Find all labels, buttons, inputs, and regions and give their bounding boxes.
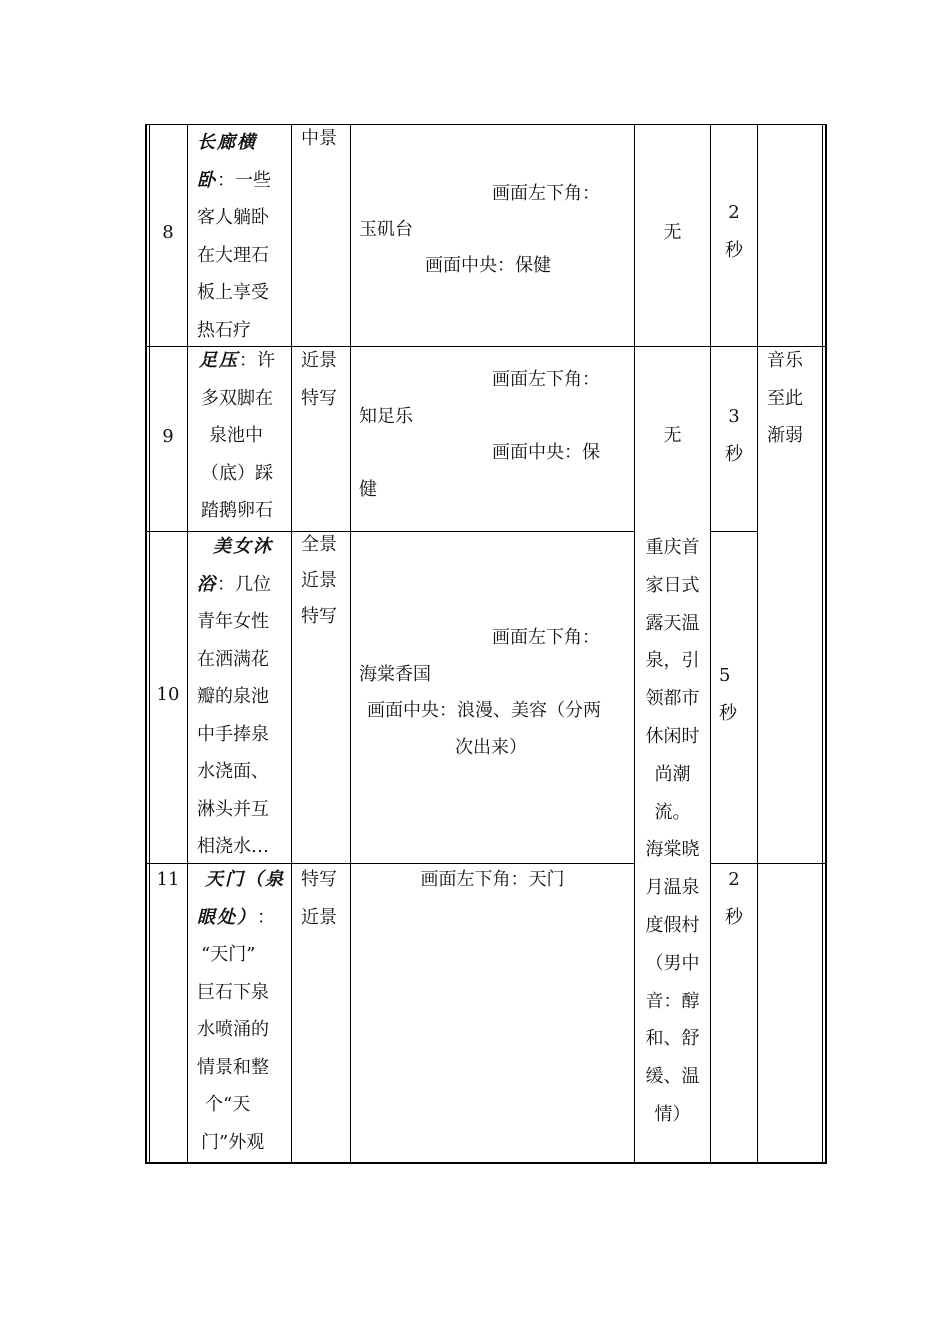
voiceover-cell [635,529,710,1134]
caption-line: 画面中央：浪漫、美容（分两 [367,700,601,721]
row-divider [145,1162,827,1164]
content-text: ：几位 [217,573,271,595]
content-line: 个“天 [205,1094,251,1115]
music-line: 音乐 [767,350,803,371]
voiceover-line: （男中 [645,952,700,974]
voiceover-line: 度假村 [645,914,700,936]
voiceover-line: 重庆首 [645,537,700,558]
caption-line: 玉矶台 [359,219,413,240]
voiceover-line: 海棠晓 [645,839,700,861]
content-line: 板上享受 [197,282,269,303]
border-right-inner [822,124,823,1164]
col-divider [350,124,351,1164]
content-title: 浴 [197,573,217,595]
voiceover-line: 缓、温 [645,1066,700,1088]
duration-unit: 秒 [719,702,737,724]
shot-line: 近景 [301,350,337,371]
content-line: 中手捧泉 [197,723,269,745]
content-title: 天门（泉 [205,869,285,890]
content-title: 长廊横 [197,132,257,153]
duration-number: 2 [728,869,740,890]
content-line: 相浇水… [197,836,269,857]
content-line: 巨石下泉 [197,981,269,1003]
caption-line: 画面左下角： [492,627,600,648]
music-note [767,342,821,455]
content-line: 客人躺卧 [197,207,269,228]
content-line: 水浇面、 [197,761,269,782]
col-divider [187,124,188,1164]
duration-cell [711,398,757,473]
duration-cell [711,861,757,936]
content-line: 瓣的泉池 [197,686,269,707]
content-line: 青年女性 [197,611,269,632]
shot-line: 近景 [301,906,337,928]
duration-number: 3 [728,406,740,427]
voiceover-line: 情） [654,1103,691,1125]
voiceover-line: 休闲时 [645,725,700,747]
content-line: 门”外观 [201,1131,265,1153]
content-line: 踏鹅卵石 [201,500,273,521]
duration-unit: 秒 [725,239,743,261]
caption-line: 画面中央：保 [492,442,600,463]
caption-line: 海棠香国 [359,663,431,685]
content-cell [197,528,289,866]
row-number: 9 [162,426,174,447]
caption-line: 次出来） [455,736,527,758]
col-divider [710,124,711,1164]
row-number: 8 [162,222,174,243]
content-text: ：许 [239,350,275,371]
voiceover-line: 音：醇 [645,990,700,1012]
duration-number: 2 [728,202,740,223]
caption-line: 画面左下角： [492,369,600,390]
border-left-inner [149,124,150,1164]
storyboard-table [145,124,827,1164]
content-cell [197,342,289,530]
content-text: ：一些 [217,169,271,191]
voiceover-line: 家日式 [645,574,700,596]
voice-cell: 无 [663,425,682,446]
voiceover-line: 尚潮 [654,763,691,785]
content-title: 眼处） [197,906,257,928]
border-left [145,124,147,1164]
caption-cell [359,176,629,284]
caption-line: 画面左下角：天门 [420,869,565,890]
caption-line: 画面左下角： [492,183,600,204]
content-cell [197,124,289,349]
content-text: ： [257,906,275,928]
shot-line: 特写 [301,606,337,627]
music-line: 渐弱 [767,425,803,446]
caption-cell [351,861,634,899]
content-title: 卧 [197,169,217,191]
voiceover-line: 泉，引 [645,650,700,672]
content-line: “天门” [201,944,256,965]
shot-line: 特写 [301,869,337,890]
shot-size [301,120,349,158]
col-divider [291,124,292,1164]
caption-line: 健 [359,478,377,500]
content-line: 多双脚在 [201,387,273,409]
caption-line: 知足乐 [359,405,413,427]
voiceover-line: 领都市 [645,688,700,710]
content-line: 在洒满花 [197,648,269,670]
content-line: 水喷涌的 [197,1019,269,1040]
duration-cell [711,194,757,269]
row-number: 11 [156,869,180,890]
duration-unit: 秒 [725,443,743,465]
shot-line: 近景 [301,570,337,591]
border-right [825,124,827,1164]
voiceover-line: 月温泉 [645,877,700,899]
duration-cell [719,657,755,732]
voice-cell: 无 [663,222,682,243]
row-divider [710,531,757,532]
content-line: 热石疗 [197,319,251,341]
content-line: 泉池中 [209,425,263,446]
row-number: 10 [156,684,180,705]
content-line: 情景和整 [197,1056,269,1078]
duration-number: 5 [719,665,731,686]
content-cell [197,861,289,1161]
content-line: （底）踩 [201,462,273,484]
voiceover-line: 和、舒 [645,1028,700,1050]
shot-line: 特写 [301,387,337,409]
shot-line: 全景 [301,534,337,555]
content-title: 美女沐 [213,536,273,557]
shot-line: 中景 [301,128,337,149]
caption-cell [359,620,629,766]
duration-unit: 秒 [725,906,743,928]
voiceover-line: 露天温 [645,612,700,634]
voiceover-line: 流。 [654,801,691,823]
shot-size [301,527,349,635]
content-title: 足压 [199,350,239,371]
shot-size [301,342,349,417]
caption-cell [359,362,629,508]
shot-size [301,861,349,936]
music-line: 至此 [767,387,803,409]
caption-line: 画面中央：保健 [425,255,551,276]
content-line: 在大理石 [197,244,269,266]
col-divider [757,124,758,1164]
content-line: 淋头并互 [197,798,269,820]
